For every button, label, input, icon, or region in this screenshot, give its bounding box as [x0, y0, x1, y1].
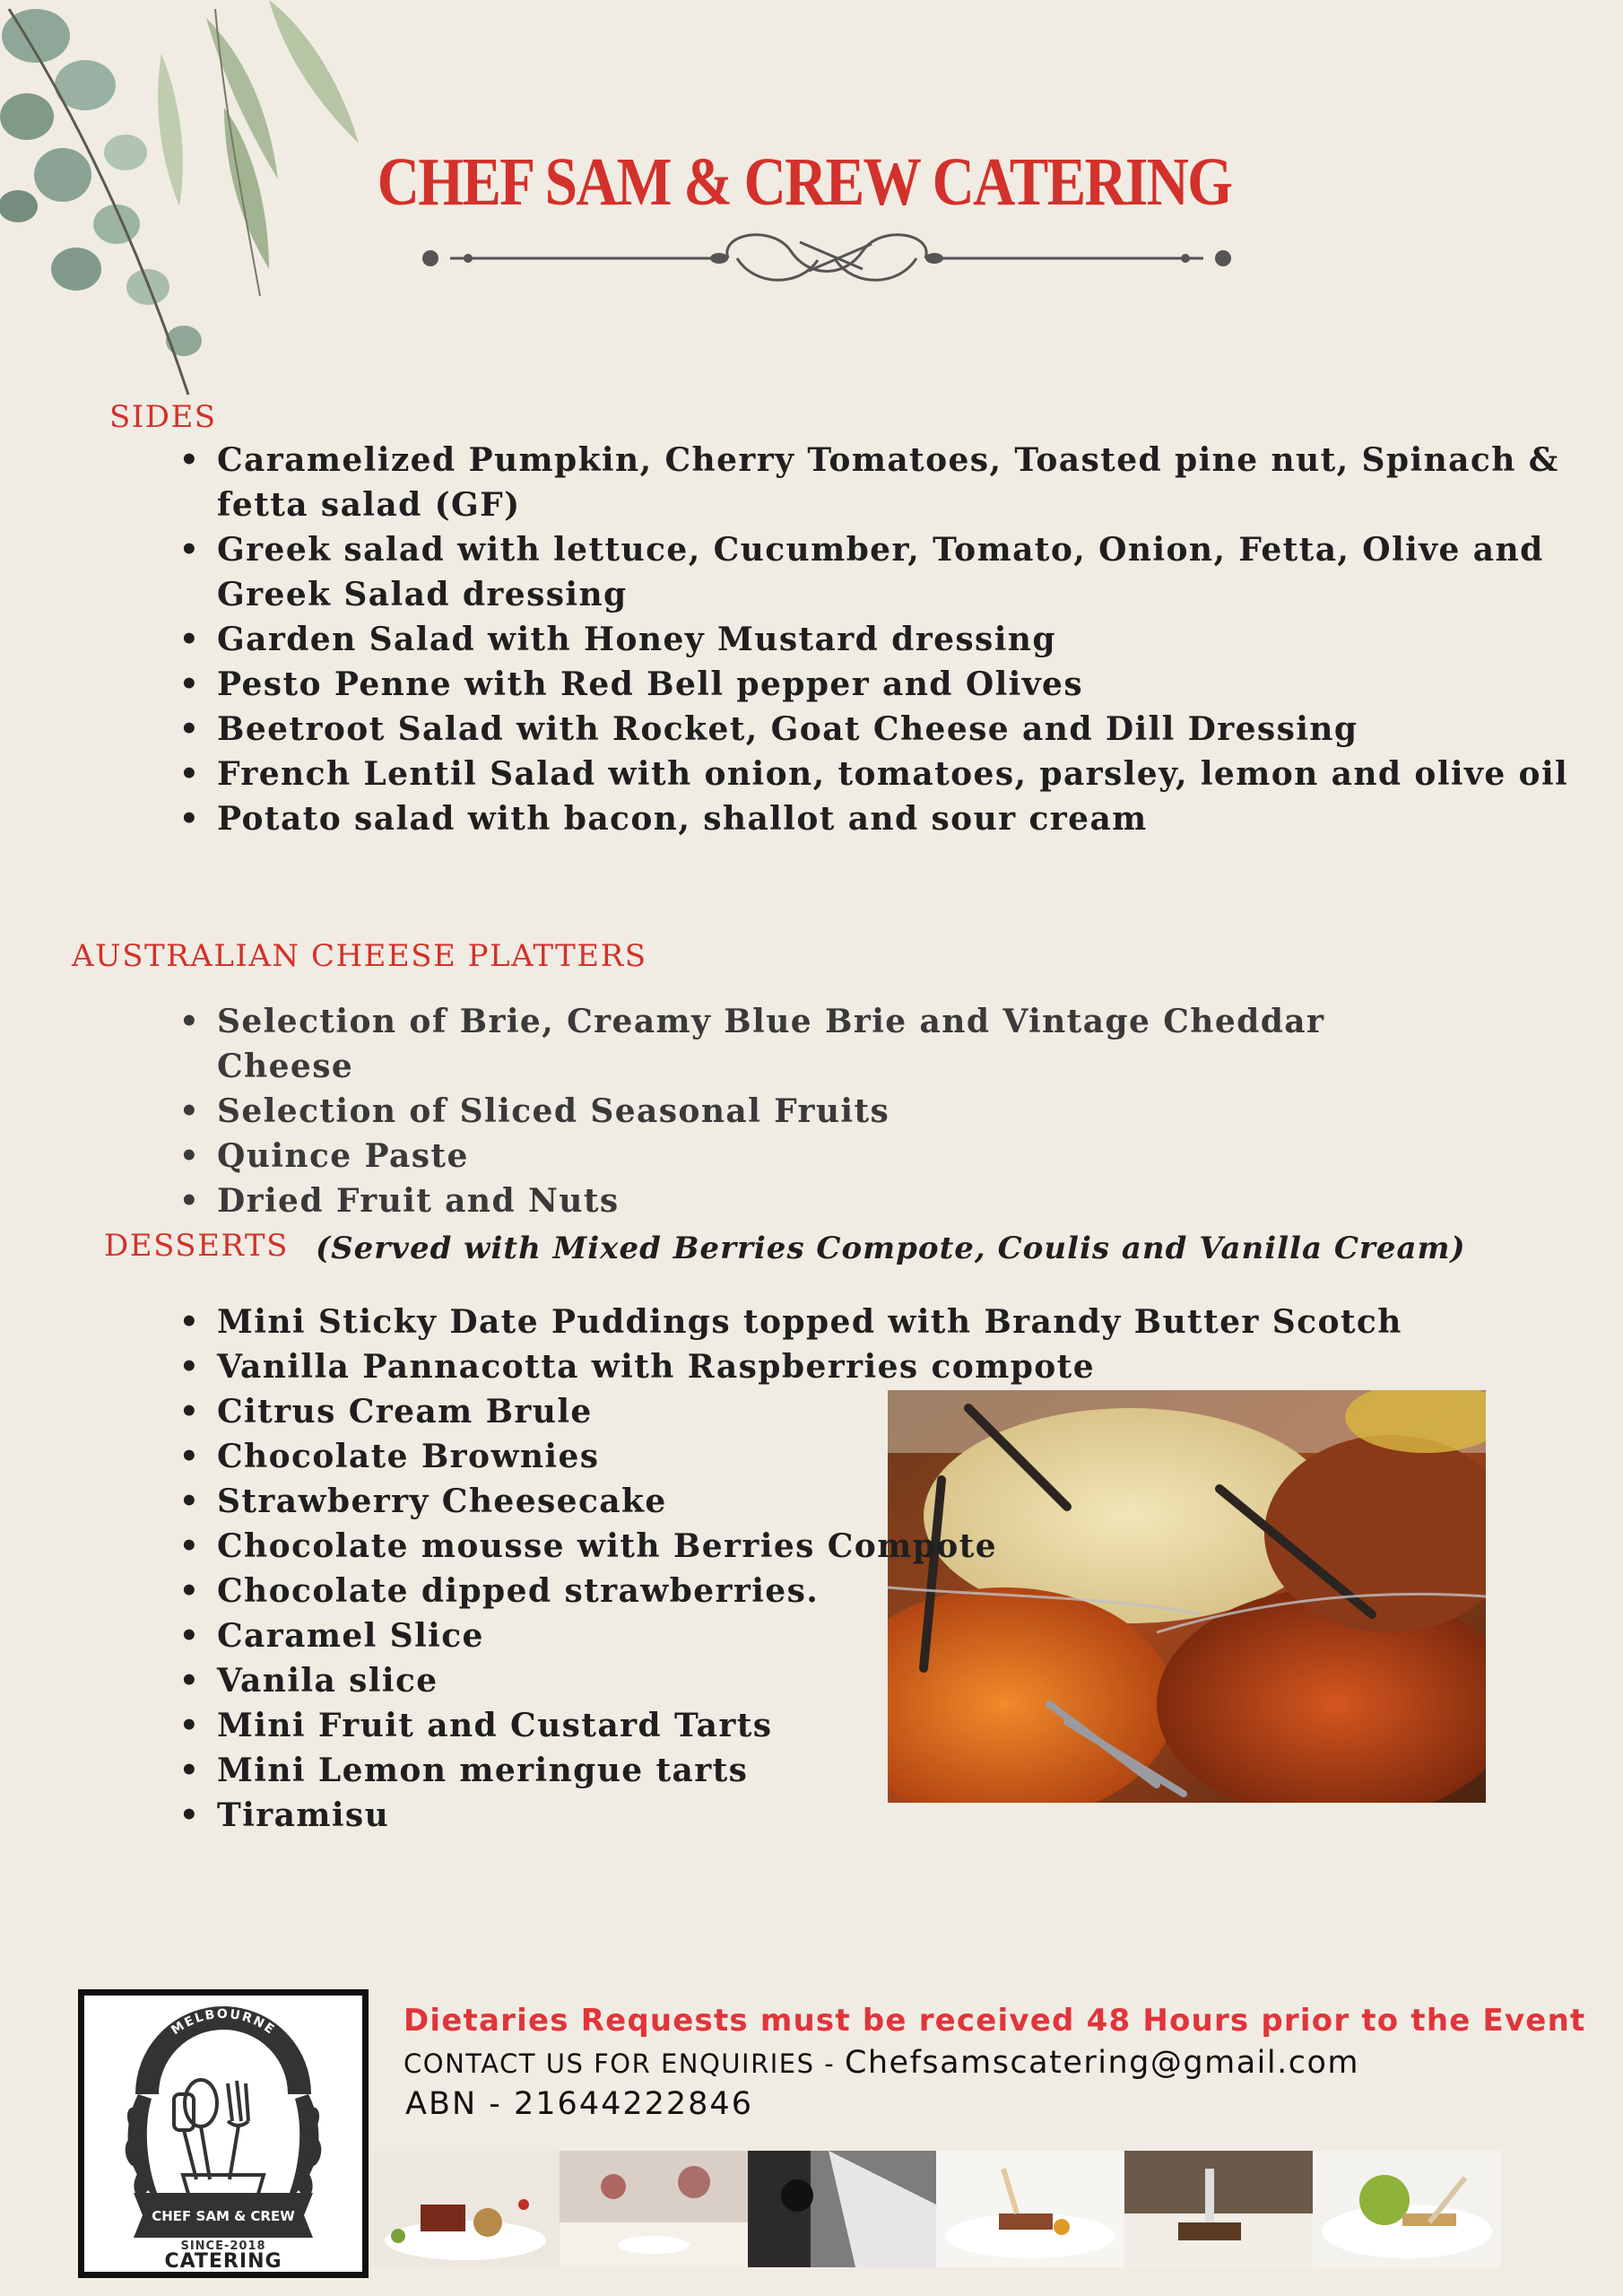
dining-table-photo — [560, 2151, 748, 2267]
plated-lamb-photo — [936, 2151, 1124, 2267]
list-item: • French Lentil Salad with onion, tomatoes, parsley, lemon and olive oil — [217, 752, 1571, 796]
desserts-note: (Served with Mixed Berries Compote, Coulis and Vanilla Cream) — [316, 1231, 1466, 1266]
list-item: • Chocolate Brownies — [217, 1434, 1472, 1479]
list-item: • Garden Salad with Honey Mustard dressing — [217, 617, 1571, 662]
list-item: • Selection of Brie, Creamy Blue Brie and Vintage Cheddar Cheese — [217, 999, 1472, 1089]
table-setting-photo — [1124, 2151, 1313, 2267]
list-item: • Caramel Slice — [217, 1613, 1472, 1658]
desserts-heading: DESSERTS — [104, 1228, 289, 1264]
event-photo-strip — [371, 2151, 1501, 2267]
list-item: • Chocolate mousse with Berries Compote — [217, 1524, 1472, 1569]
cheese-platters-heading: AUSTRALIAN CHEESE PLATTERS — [72, 938, 647, 974]
list-item: • Mini Fruit and Custard Tarts — [217, 1703, 1472, 1748]
desserts-list — [217, 1300, 1472, 1838]
list-item: • Greek salad with lettuce, Cucumber, Tomato, Onion, Fetta, Olive and Greek Salad dressing — [217, 527, 1571, 617]
plated-dessert-photo — [371, 2151, 560, 2267]
dietary-requests-note: Dietaries Requests must be received 48 Hours prior to the Event — [404, 2003, 1586, 2039]
list-item: • Dried Fruit and Nuts — [217, 1178, 1472, 1223]
sides-heading: SIDES — [109, 399, 217, 435]
list-item: • Tiramisu — [217, 1793, 1472, 1838]
list-item: • Beetroot Salad with Rocket, Goat Cheese and Dill Dressing — [217, 707, 1571, 752]
plated-main-photo — [1313, 2151, 1501, 2267]
logo-bottom-text: CATERING — [164, 2250, 282, 2272]
list-item: • Vanila slice — [217, 1658, 1472, 1703]
list-item: • Caramelized Pumpkin, Cherry Tomatoes, Toasted pine nut, Spinach & fetta salad (GF) — [217, 438, 1571, 527]
list-item: • Pesto Penne with Red Bell pepper and Olives — [217, 662, 1571, 707]
list-item: • Strawberry Cheesecake — [217, 1479, 1472, 1524]
logo-since-text: SINCE-2018 — [180, 2239, 266, 2253]
title-flourish-divider — [414, 215, 1239, 300]
sides-list — [217, 438, 1571, 841]
contact-line — [404, 2045, 1359, 2081]
abn-number: ABN - 21644222846 — [405, 2086, 753, 2122]
catering-logo — [78, 1989, 369, 2278]
logo-top-text: MELBOURNE — [169, 2006, 278, 2039]
list-item: • Chocolate dipped strawberries. — [217, 1569, 1472, 1613]
list-item: • Mini Sticky Date Puddings topped with Brandy Butter Scotch — [217, 1300, 1472, 1344]
list-item: • Vanilla Pannacotta with Raspberries compote — [217, 1344, 1472, 1389]
list-item: • Potato salad with bacon, shallot and sour cream — [217, 796, 1571, 841]
cheese-platters-list — [217, 999, 1472, 1223]
contact-email-link[interactable]: Chefsamscatering@gmail.com — [844, 2045, 1359, 2081]
black-white-event-photo — [748, 2151, 936, 2267]
list-item: • Mini Lemon meringue tarts — [217, 1748, 1472, 1793]
list-item: • Quince Paste — [217, 1134, 1472, 1178]
list-item: • Citrus Cream Brule — [217, 1389, 1472, 1434]
contact-label: CONTACT US FOR ENQUIRIES - — [404, 2048, 845, 2079]
list-item: • Selection of Sliced Seasonal Fruits — [217, 1089, 1472, 1134]
logo-ribbon-text: CHEF SAM & CREW — [152, 2208, 295, 2224]
page-title: CHEF SAM & CREW CATERING — [377, 144, 1232, 220]
logo-emblem — [84, 1996, 362, 2272]
